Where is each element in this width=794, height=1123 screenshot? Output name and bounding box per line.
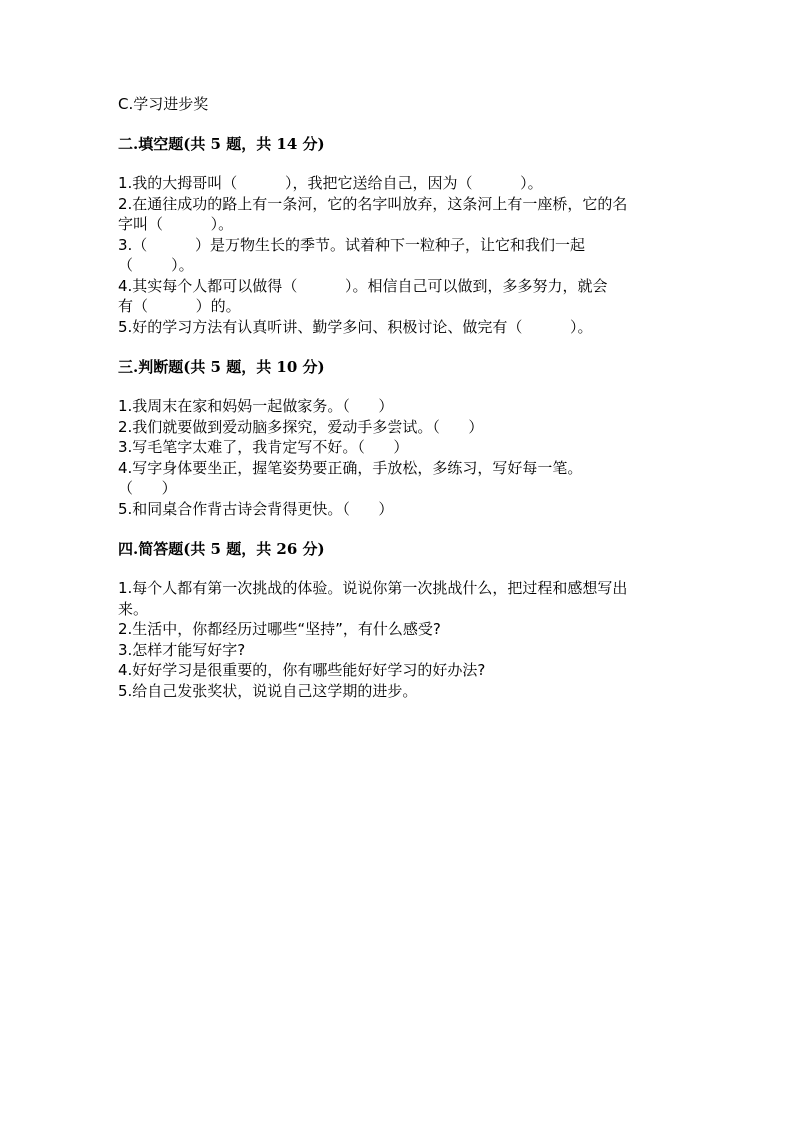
fill-question-3-line-1: 3.（ ）是万物生长的季节。试着种下一粒种子，让它和我们一起 xyxy=(118,235,585,254)
section-true-false xyxy=(118,356,698,519)
answer-question-5: 5.给自己发张奖状，说说自己这学期的进步。 xyxy=(118,681,418,700)
section-title-short-answer: 四.简答题(共 5 题，共 26 分) xyxy=(118,540,325,558)
judge-question-3: 3.写毛笔字太难了，我肯定写不好。（ ） xyxy=(118,438,409,456)
fill-question-4-line-1: 4.其实每个人都可以做得（ ）。相信自己可以做到，多多努力，就会 xyxy=(118,276,608,295)
answer-question-4: 4.好好学习是很重要的，你有哪些能好好学习的好办法? xyxy=(118,661,486,679)
section-title-true-false: 三.判断题(共 5 题，共 10 分) xyxy=(118,358,325,376)
fill-question-5: 5.好的学习方法有认真听讲、勤学多问、积极讨论、做完有（ ）。 xyxy=(118,317,593,336)
section-short-answer xyxy=(118,538,698,701)
judge-question-5: 5.和同桌合作背古诗会背得更快。（ ） xyxy=(118,499,394,518)
answer-question-2: 2.生活中，你都经历过哪些“坚持”，有什么感受? xyxy=(118,620,441,638)
fill-question-2-line-1: 2.在通往成功的路上有一条河，它的名字叫放弃，这条河上有一座桥，它的名 xyxy=(118,194,628,213)
fill-question-1: 1.我的大拇哥叫（ ），我把它送给自己，因为（ ）。 xyxy=(118,174,543,192)
fill-question-2-line-2: 字叫（ ）。 xyxy=(118,215,234,233)
answer-question-1-line-2: 来。 xyxy=(118,599,149,618)
judge-question-4-line-2: （ ） xyxy=(118,479,177,497)
answer-question-3: 3.怎样才能写好字? xyxy=(118,640,246,659)
fill-question-3-line-2: （ ）。 xyxy=(118,256,194,274)
section-fill-in-blanks xyxy=(118,133,698,337)
judge-question-1: 1.我周末在家和妈妈一起做家务。（ ） xyxy=(118,397,394,415)
judge-question-4-line-1: 4.写字身体要坐正，握笔姿势要正确，手放松，多练习，写好每一笔。 xyxy=(118,458,583,477)
judge-question-2: 2.我们就要做到爱动脑多探究，爱动手多尝试。（ ） xyxy=(118,417,484,436)
fill-question-4-line-2: 有（ ）的。 xyxy=(118,297,241,315)
section-title-fill-in: 二.填空题(共 5 题，共 14 分) xyxy=(118,135,325,153)
option-c: C.学习进步奖 xyxy=(118,95,209,113)
answer-question-1-line-1: 1.每个人都有第一次挑战的体验。说说你第一次挑战什么，把过程和感想写出 xyxy=(118,579,628,597)
worksheet-page xyxy=(118,94,698,720)
